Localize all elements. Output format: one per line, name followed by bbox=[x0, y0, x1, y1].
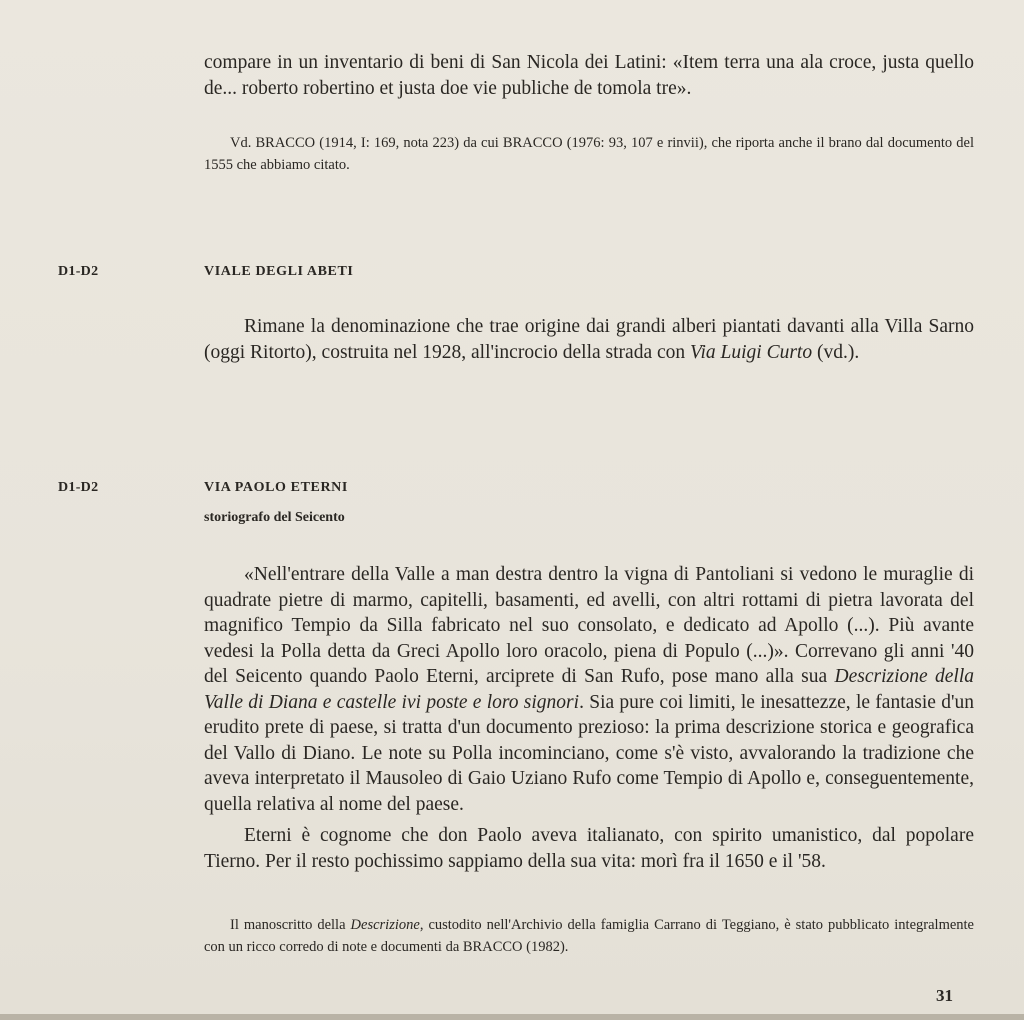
entry2-p1: «Nell'entrare della Valle a man destra dentro la vigna di Pantoliani si vedono le muraglie di quadrate pietre di marmo, capitelli, basamenti, ed avelli, con altri rottami di pietra lavorata del magnifico Tempio da Silla fabricato nel suo consolato, e dedicato ad Apollo (...). Più avante vedesi la Polla detta da Greci Apollo loro oracolo, piena di Populo (...)». Correvano gli anni '40 del Seicento quando Paolo Eterni, arciprete di San Rufo, pose mano alla sua bbox=[204, 564, 974, 687]
entry1-p1-end: (vd.). bbox=[812, 341, 860, 363]
entry1-title: VIALE DEGLI ABETI bbox=[204, 264, 354, 279]
entry2-p1-italic: Descrizione della Valle di Diana e castelle ivi poste e loro signori bbox=[204, 666, 975, 713]
top-paragraph bbox=[204, 50, 974, 101]
top-paragraph-text: compare in un inventario di beni di San Nicola dei Latini: «Item terra una ala croce, justa quello de... roberto robertino et justa doe vie publiche de tomola tre». bbox=[204, 52, 974, 99]
top-note-text: Vd. BRACCO (1914, I: 169, nota 223) da cui BRACCO (1976: 93, 107 e rinvii), che riporta anche il brano dal documento del 1555 che abbiamo citato. bbox=[204, 135, 974, 173]
entry2-p1-end: . Sia pure coi limiti, le inesattezze, le fantasie d'un erudito prete di paese, si tratta d'un documento prezioso: la prima descrizione storica e geografica del Vallo di Diano. Le note su Polla incominciano, come s'è visto, avvalorando la tradizione che aveva interpretato il Mausoleo di Gaio Uziano Rufo come Tempio di Apollo e, conseguentemente, quella relativa al nome del paese. bbox=[204, 691, 974, 815]
entry2-note-end: , custodito nell'Archivio della famiglia Carrano di Teggiano, è stato pubblicato integralmente con un ricco corredo di note e documenti da BRACCO (1982). bbox=[204, 917, 974, 955]
entry1-p1-italic: Via Luigi Curto bbox=[690, 341, 813, 363]
entry2-body bbox=[204, 562, 974, 874]
entry2-note bbox=[204, 914, 974, 958]
entry2-note-italic: Descrizione bbox=[350, 917, 420, 933]
page-edge bbox=[0, 1014, 1024, 1020]
entry2-ref: D1-D2 bbox=[58, 480, 99, 495]
entry1-paragraph bbox=[204, 314, 974, 365]
page-number: 31 bbox=[936, 986, 953, 1005]
entry2-subtitle: storiografo del Seicento bbox=[204, 510, 345, 525]
entry1-p1: Rimane la denominazione che trae origine dai grandi alberi piantati davanti alla Villa Sarno (oggi Ritorto), costruita nel 1928, all'incrocio della strada con bbox=[204, 316, 974, 363]
entry1-ref: D1-D2 bbox=[58, 264, 99, 279]
top-note bbox=[204, 132, 974, 176]
entry2-note-start: Il manoscritto della bbox=[230, 917, 351, 933]
entry2-p2: Eterni è cognome che don Paolo aveva italianato, con spirito umanistico, dal popolare Tierno. Per il resto pochissimo sappiamo della sua vita: morì fra il 1650 e il '58. bbox=[204, 825, 974, 872]
entry2-title: VIA PAOLO ETERNI bbox=[204, 480, 348, 495]
